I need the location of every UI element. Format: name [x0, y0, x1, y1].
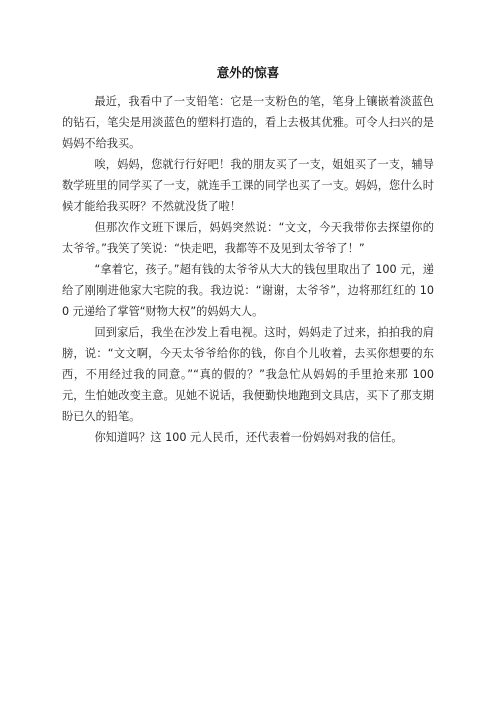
paragraph-2: 唉，妈妈，您就行行好吧！我的朋友买了一支，姐姐买了一支，辅导数学班里的同学买了一支，就连手工课的同学也买了一支。妈妈，您什么时候才能给我买呀？不然就没货了啦！: [62, 158, 434, 213]
document-title: 意外的惊喜: [216, 65, 280, 80]
document-body: [62, 91, 434, 448]
paragraph-3: 但那次作文班下课后，妈妈突然说：“文文，今天我带你去探望你的太爷爷。”我笑了笑说：“快走吧，我都等不及见到太爷爷了！”: [62, 221, 434, 255]
paragraph-5: 回到家后，我坐在沙发上看电视。这时，妈妈走了过来，拍拍我的肩膀，说：“文文啊，今天太爷爷给你的钱，你自个儿收着，去买你想要的东西，不用经过我的同意。”“真的假的？”我急忙从妈妈的手里抢来那 100 元，生怕她改变主意。见她不说话，我便勤快地跑到文具店，买下了那支期盼已久的铅笔。: [62, 326, 434, 423]
paragraph-4: “拿着它，孩子。”超有钱的太爷爷从大大的钱包里取出了 100 元，递给了刚刚进他家大宅院的我。我边说：“谢谢，太爷爷”，边将那红红的 100 元递给了掌管“财物大权”的妈妈大人。: [62, 263, 434, 318]
paragraph-1: 最近，我看中了一支铅笔：它是一支粉色的笔，笔身上镶嵌着淡蓝色的钻石，笔尖是用淡蓝色的塑料打造的，看上去极其优雅。可令人扫兴的是妈妈不给我买。: [62, 95, 434, 150]
paragraph-6: 你知道吗？这 100 元人民币，还代表着一份妈妈对我的信任。: [94, 431, 403, 444]
